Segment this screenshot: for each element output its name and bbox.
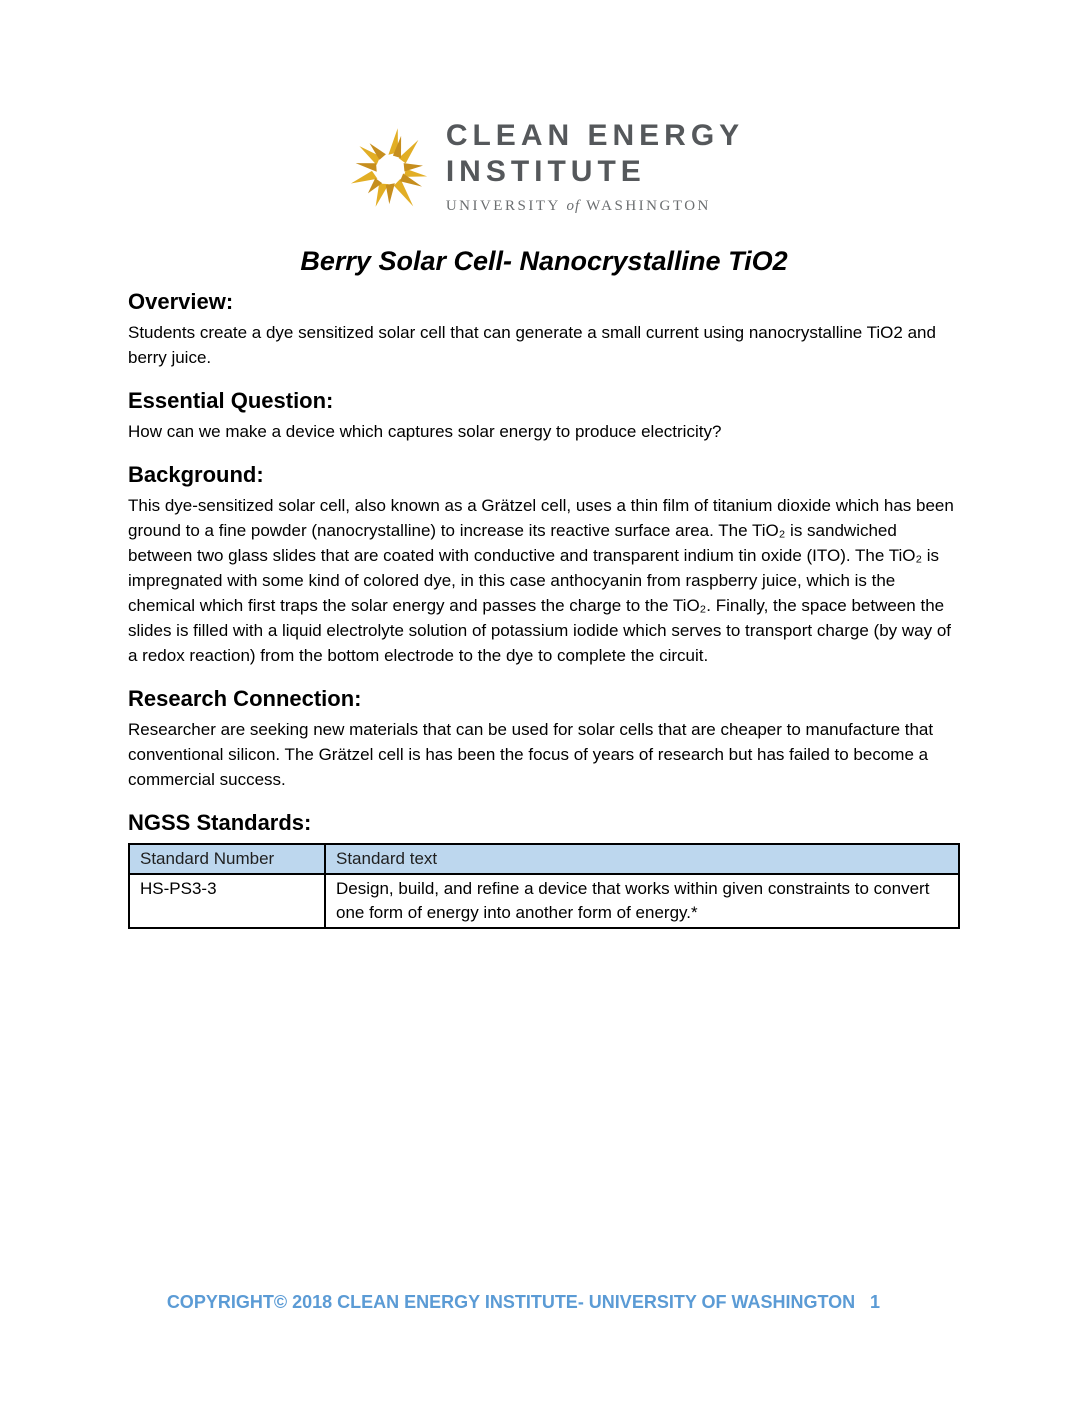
standard-number-cell: HS-PS3-3 (129, 874, 325, 928)
logo-washington-word: WASHINGTON (586, 198, 711, 214)
essential-question-heading: Essential Question: (128, 388, 334, 413)
overview-heading: Overview: (128, 289, 234, 314)
sunburst-icon (344, 120, 436, 216)
standard-text-cell: Design, build, and refine a device that works within given constraints to convert one form of energy into another form of energy.* (325, 874, 959, 928)
background-text: This dye-sensitized solar cell, also known as a Grätzel cell, uses a thin film of titanium dioxide which has been ground to a fine powder (nanocrystalline) to increase its reactive surface area. The TiO₂ is sandwiched between two glass slides that are coated with conductive and transparent indium tin oxide (ITO). The TiO₂ is impregnated with some kind of colored dye, in this case anthocyanin from raspberry juice, which is the chemical which first traps the solar energy and passes the charge to the TiO₂. Finally, the space between the slides is filled with a liquid electrolyte solution of potassium iodide which serves to transport charge (by way of a redox reaction) from the bottom electrode to the dye to complete the circuit. (128, 496, 954, 665)
ngss-standards-heading: NGSS Standards: (128, 810, 312, 835)
overview-text: Students create a dye sensitized solar cell that can generate a small current using nanocrystalline TiO2 and berry juice. (128, 323, 936, 367)
ngss-standards-table (128, 843, 960, 929)
table-row (129, 874, 959, 928)
copyright-text: COPYRIGHT© 2018 CLEAN ENERGY INSTITUTE- UNIVERSITY OF WASHINGTON (166, 1292, 856, 1312)
column-header-standard-text: Standard text (325, 844, 959, 874)
logo-name-line2: INSTITUTE (445, 155, 646, 188)
document-body (128, 288, 960, 929)
table-header-row (129, 844, 959, 874)
logo-name-line1: CLEAN ENERGY (445, 119, 745, 152)
logo-of-word: of (566, 198, 581, 214)
logo-wordmark (446, 118, 744, 215)
page-footer (0, 1292, 1088, 1313)
research-connection-heading: Research Connection: (128, 686, 362, 711)
logo-university-word: UNIVERSITY (445, 198, 561, 214)
background-heading: Background: (128, 462, 264, 487)
logo-university-line (446, 198, 744, 215)
column-header-standard-number: Standard Number (129, 844, 325, 874)
page-number: 1 (870, 1292, 881, 1312)
research-connection-text: Researcher are seeking new materials that can be used for solar cells that are cheaper to manufacture that conventional silicon. The Grätzel cell is has been the focus of years of research but has failed to become a commercial success. (128, 720, 934, 789)
clean-energy-institute-logo (0, 118, 1088, 216)
page-title: Berry Solar Cell- Nanocrystalline TiO2 (300, 246, 788, 276)
essential-question-text: How can we make a device which captures solar energy to produce electricity? (128, 422, 722, 441)
